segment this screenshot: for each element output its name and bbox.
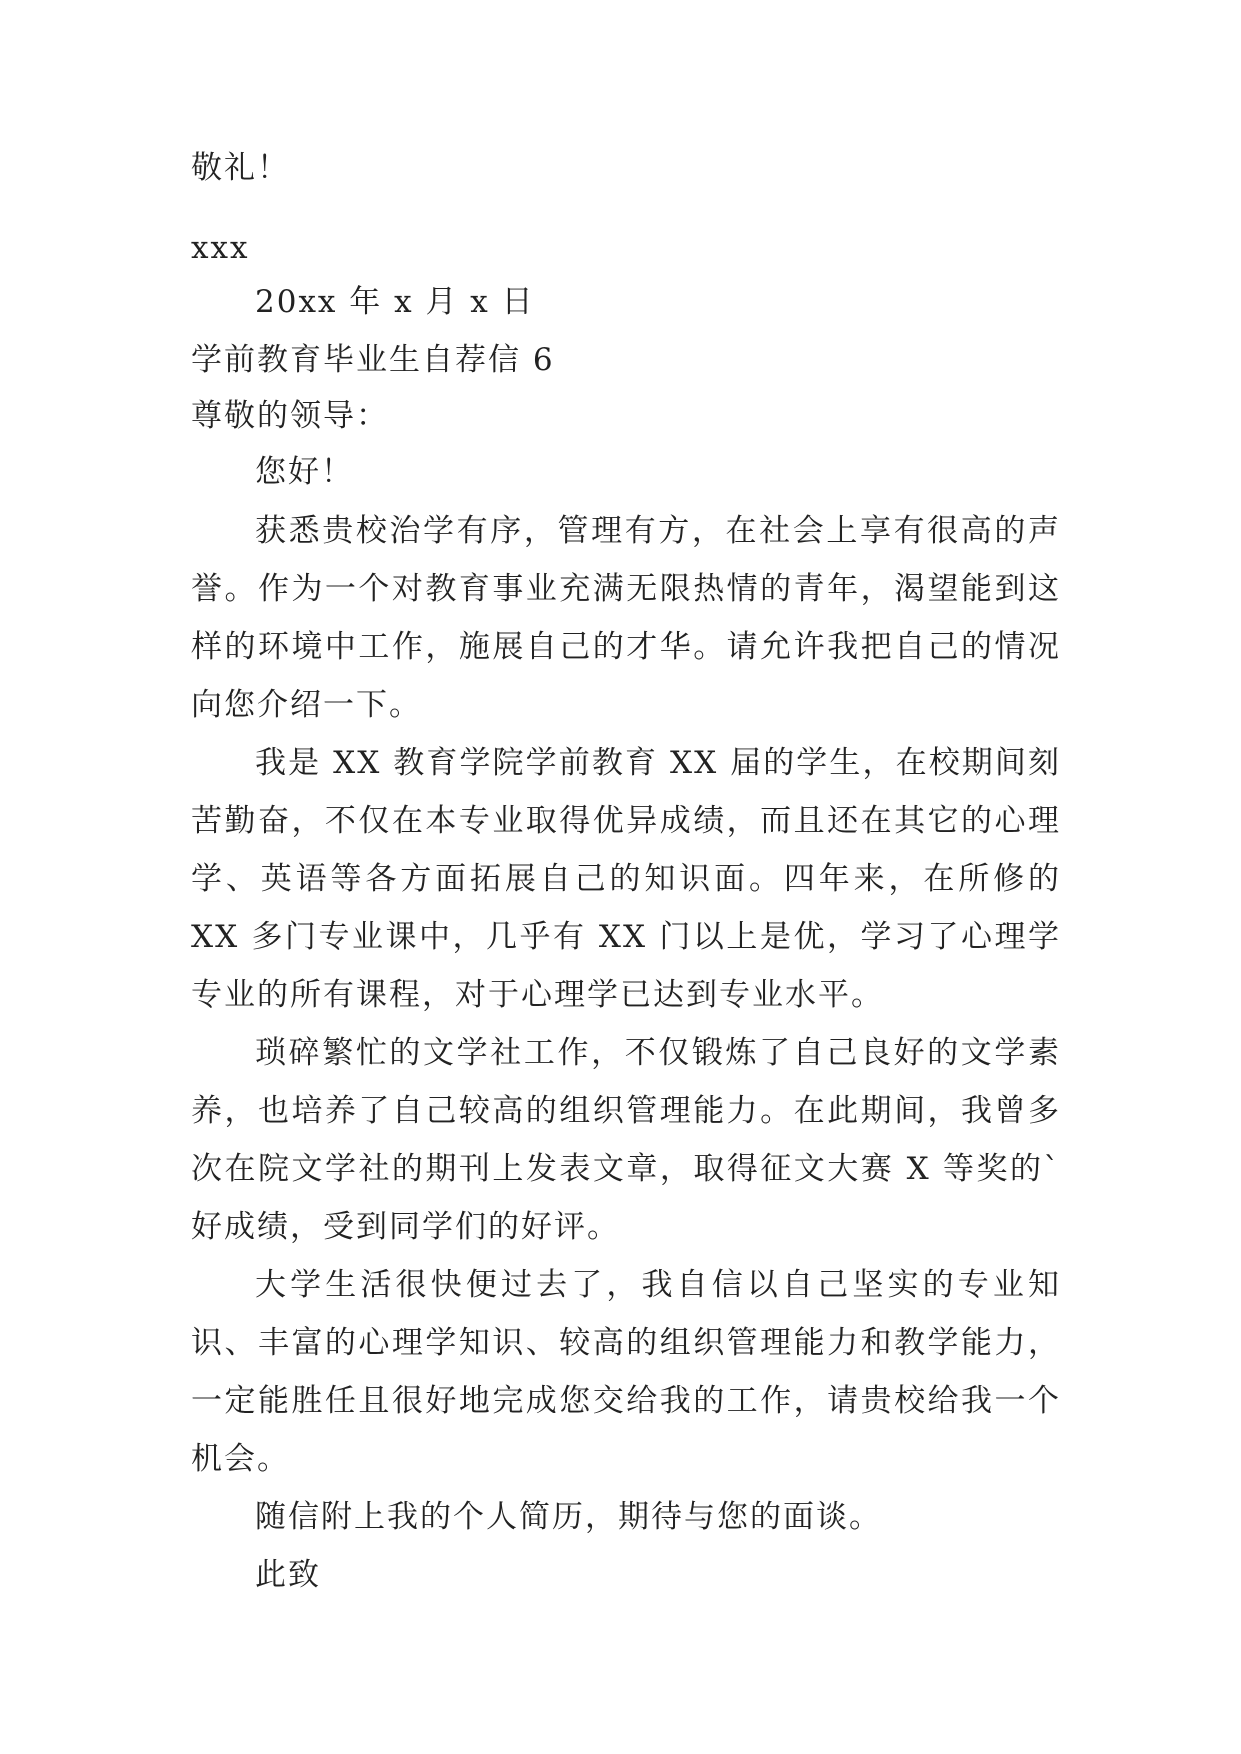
letter-title: 学前教育毕业生自荐信 6	[191, 342, 555, 378]
greeting: 尊敬的领导：	[191, 398, 389, 434]
letter-body	[191, 502, 1061, 1604]
body-paragraph: 随信附上我的个人简历，期待与您的面谈。	[255, 1499, 882, 1535]
body-paragraph: 大学生活很快便过去了，我自信以自己坚实的专业知识、丰富的心理学知识、较高的组织管理能力和教学能力，一定能胜任且很好地完成您交给我的工作，请贵校给我一个机会。	[191, 1267, 1061, 1477]
date-line: 20xx 年 x 月 x 日	[255, 284, 535, 320]
hello-line: 您好！	[255, 454, 354, 490]
body-paragraph: 此致	[255, 1557, 321, 1593]
body-paragraph: 琐碎繁忙的文学社工作，不仅锻炼了自己良好的文学素养，也培养了自己较高的组织管理能力。在此期间，我曾多次在院文学社的期刊上发表文章，取得征文大赛 X 等奖的`好成绩，受到同学们的好评。	[191, 1035, 1061, 1245]
body-paragraph: 我是 XX 教育学院学前教育 XX 届的学生，在校期间刻苦勤奋，不仅在本专业取得优异成绩，而且还在其它的心理学、英语等各方面拓展自己的知识面。四年来，在所修的 XX 多门专业课中，几乎有 XX 门以上是优，学习了心理学专业的所有课程，对于心理学已达到专业水平。	[191, 745, 1061, 1013]
body-paragraph: 获悉贵校治学有序，管理有方，在社会上享有很高的声誉。作为一个对教育事业充满无限热情的青年，渴望能到这样的环境中工作，施展自己的才华。请允许我把自己的情况向您介绍一下。	[191, 513, 1061, 723]
closing-salute: 敬礼！	[191, 150, 290, 186]
signature: xxx	[191, 230, 250, 266]
